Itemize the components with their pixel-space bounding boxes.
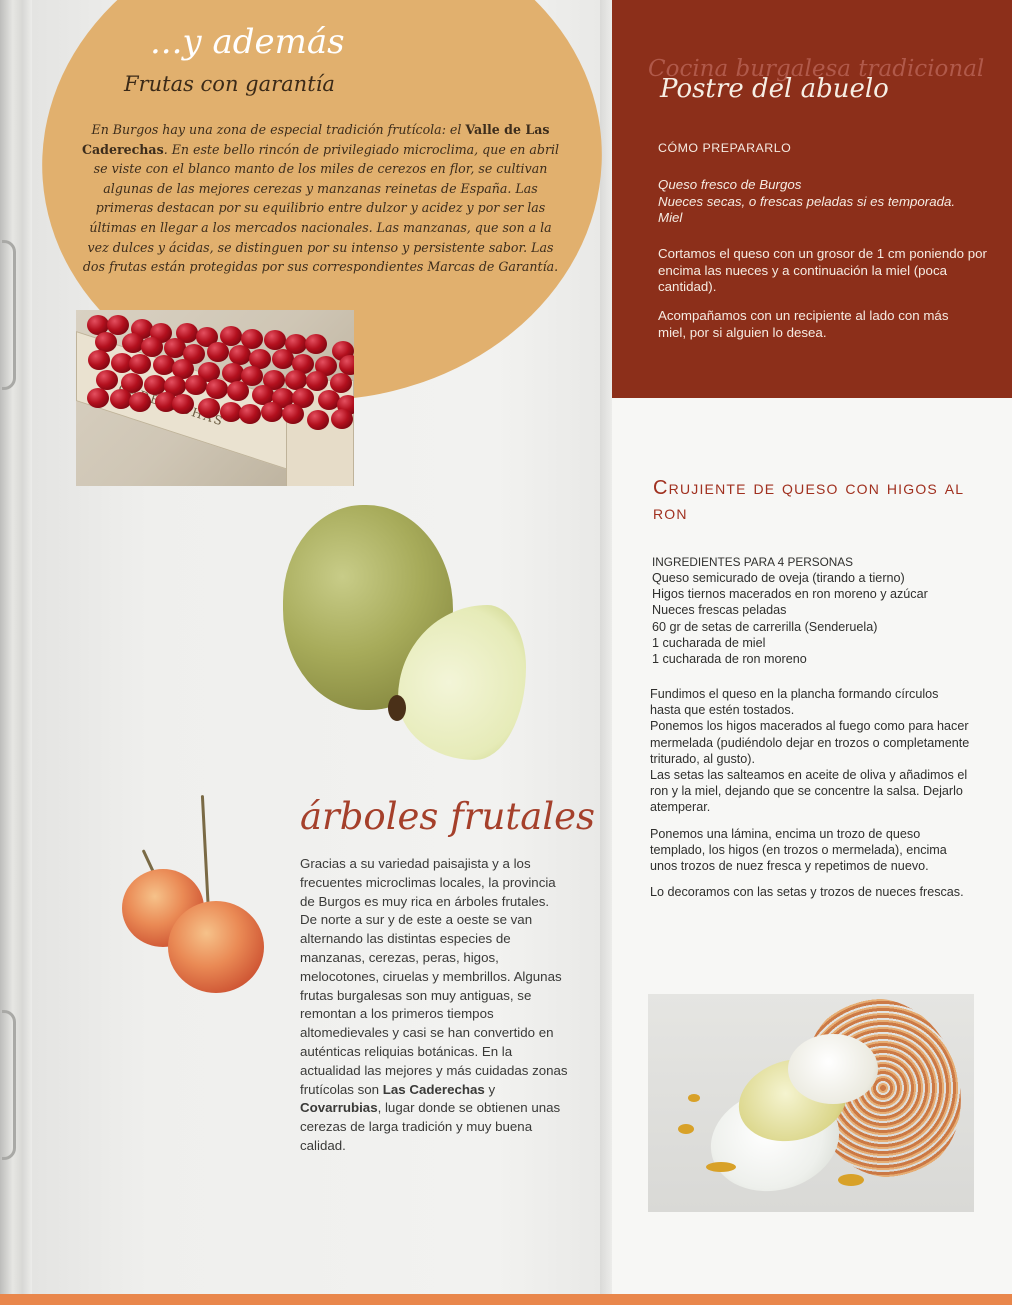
ingredients-heading: INGREDIENTES PARA 4 PERSONAS <box>652 555 854 569</box>
binding-spine <box>0 0 32 1305</box>
cherry <box>87 388 109 408</box>
dish-photo <box>648 994 974 1212</box>
recipe-step: Lo decoramos con las setas y trozos de nueces frescas. <box>650 885 964 899</box>
apple-seed <box>388 695 406 721</box>
cherry <box>264 330 286 350</box>
cherry <box>318 390 340 410</box>
recipe2-steps <box>650 686 970 816</box>
sauce-drop <box>706 1162 736 1172</box>
cherry <box>88 350 110 370</box>
ingredient-item: Queso fresco de Burgos <box>658 177 802 192</box>
intro-paragraph: En Burgos hay una zona de especial tradición frutícola: el Valle de Las Caderechas. En este bello rincón de privilegiado microclima, que en abril se viste con el blanco manto de los miles de cerezos en flor, se cultivan algunas de las mejores cerezas y manzanas reinetas de España. Las primeras destacan por su equilibrio entre dulzor y acidez y por ser las últimas en llegar a los mercados nacionales. Las manzanas, que son a la vez dulces y ácidas, se distinguen por su intenso y persistente sabor. Las dos frutas están protegidas por sus correspondientes Marcas de Garantía. <box>81 122 560 275</box>
arboles-title: árboles frutales <box>300 795 596 838</box>
apple-slice-photo <box>283 505 533 765</box>
cherry <box>206 379 228 399</box>
cherry <box>285 370 307 390</box>
recipe1-step: Acompañamos con un recipiente al lado con más miel, por si alguien lo desea. <box>658 308 949 340</box>
cherry <box>272 349 294 369</box>
section-heading: ...y además <box>150 22 345 62</box>
cherry <box>239 404 261 424</box>
ingredient-item: 60 gr de setas de carrerilla (Senderuela) <box>652 619 878 634</box>
series-label: Cocina burgalesa tradicional <box>648 56 985 82</box>
recipe1-step: Cortamos el queso con un grosor de 1 cm poniendo por encima las nueces y a continuación la miel (poca cantidad). <box>658 246 987 294</box>
ingredient-item: Higos tiernos macerados en ron moreno y azúcar <box>652 587 928 602</box>
ingredient-item: Nueces secas, o frescas peladas si es temporada. <box>658 193 956 209</box>
cherry <box>207 342 229 362</box>
cherry <box>172 394 194 414</box>
recipe2-title: Crujiente de queso con higos al ron <box>653 477 965 524</box>
ingredient-item: Queso semicurado de oveja (tirando a tierno) <box>652 571 905 585</box>
cherry <box>129 354 151 374</box>
recipe-title: Postre del abuelo <box>660 74 889 104</box>
ingredient-item: 1 cucharada de ron moreno <box>652 652 807 667</box>
arboles-paragraph: Gracias a su variedad paisajista y a los frecuentes microclimas locales, la provincia de Burgos es muy rica en árboles frutales. De norte a sur y de este a oeste se van alternando las distintas especies de manzanas, cerezas, peras, higos, melocotones, ciruelas y membrillos. Algunas frutas burgalesas son muy antiguas, se remontan a los primeros tiempos altomedievales y casi se han convertido en auténticas reliquias botánicas. En la actualidad las mejores y más cuidadas zonas frutícolas son Las Caderechas y Covarrubias, lugar donde se obtienen unas cerezas de larga tradición y muy buena calidad. <box>300 856 568 1153</box>
page-edge <box>0 1294 1012 1305</box>
recipe-step: Ponemos una lámina, encima un trozo de queso templado, los higos (en trozos o mermelada), encima unos trozos de nuez fresca y repetimos de nuevo. <box>650 827 947 874</box>
cherry <box>110 389 132 409</box>
cherry <box>331 409 353 429</box>
recipe-step: Las setas las salteamos en aceite de oliva y añadimos el ron y la miel, dejando que se concentre la salsa. Dejarlo atemperar. <box>650 768 968 815</box>
cherry <box>96 370 118 390</box>
small-apples-photo <box>118 793 278 1003</box>
ingredient-item: Nueces frescas peladas <box>652 603 787 618</box>
sauce-drop <box>678 1124 694 1134</box>
recipe-step: Ponemos los higos macerados al fuego como para hacer mermelada (pudiéndolo dejar en trozos o completamente triturado, al gusto). <box>650 719 970 766</box>
cherry <box>229 345 251 365</box>
binding-ring <box>2 1010 16 1160</box>
cherry <box>153 355 175 375</box>
cheese-slice <box>788 1034 878 1104</box>
section-subheading: Frutas con garantía <box>124 72 335 96</box>
cherry <box>305 334 327 354</box>
cherry <box>122 333 144 353</box>
recipe-step: Fundimos el queso en la plancha formando círculos hasta que estén tostados. <box>650 687 939 718</box>
small-apple <box>168 901 264 993</box>
sauce-drop <box>838 1174 864 1186</box>
como-label: CÓMO PREPARARLO <box>658 141 792 155</box>
sauce-drop <box>688 1094 700 1102</box>
cherries-crate-photo <box>76 310 354 486</box>
cherry <box>306 371 328 391</box>
ingredient-item: Miel <box>658 210 683 225</box>
binding-ring <box>2 240 16 390</box>
ingredient-item: 1 cucharada de miel <box>652 635 766 650</box>
cherry <box>129 392 151 412</box>
recipe1-ingredients <box>658 177 955 227</box>
recipe2-ingredients <box>652 570 928 667</box>
cherry <box>261 402 283 422</box>
